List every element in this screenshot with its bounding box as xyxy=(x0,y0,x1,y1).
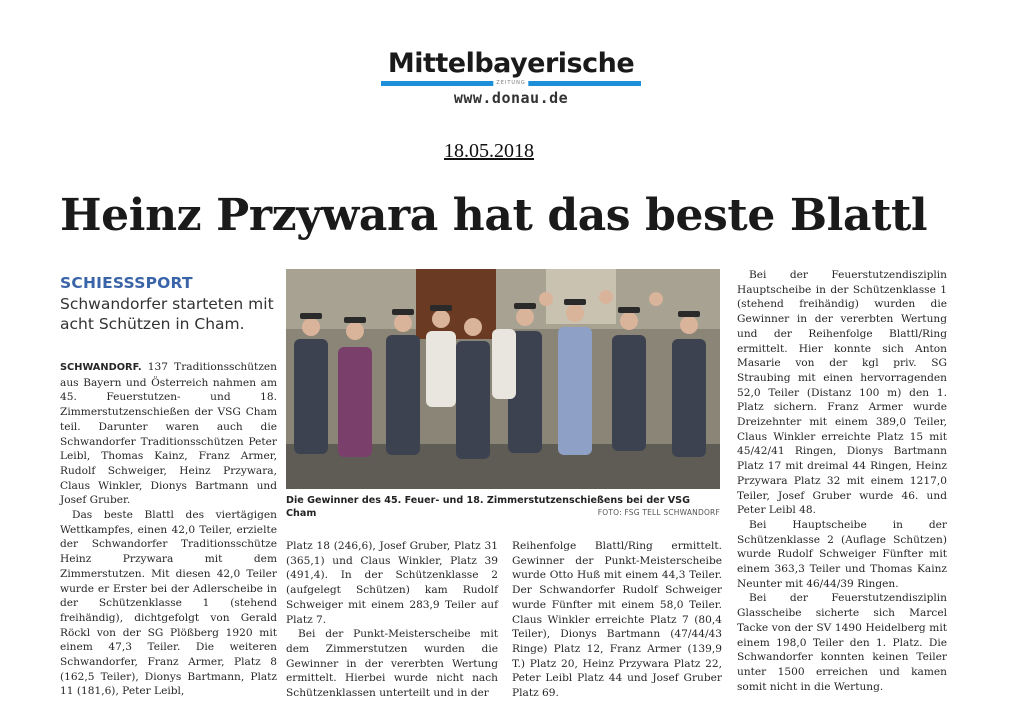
logo-bar xyxy=(381,81,641,86)
newspaper-logo: Mittelbayerische xyxy=(387,48,635,79)
masthead xyxy=(381,48,641,107)
article-headline: Heinz Przywara hat das beste Blattl xyxy=(60,190,928,241)
photo-caption: Die Gewinner des 45. Feuer- und 18. Zimmerstutzenschießens bei der VSG Cham xyxy=(286,495,690,519)
paragraph: Platz 18 (246,6), Josef Gruber, Platz 31 (365,1) und Claus Winkler, Platz 39 (491,4). In der Schützenklasse 2 (aufgelegt Schützen) kam Rudolf Schweiger mit einem 283,9 Teiler auf Platz 7. xyxy=(286,540,498,626)
paragraph: Das beste Blattl des viertägigen Wettkampfes, einen 42,0 Teiler, erzielte der Schwandorfer Traditionsschütze Heinz Przywara mit dem Zimmerstutzen. Mit diesen 42,0 Teiler wurde er Erster bei der Adlerscheibe in der Schützenklasse 1 (stehend freihändig), dichtgefolgt von Gerald Röckl von der SG Plößberg 1920 mit einem 47,3 Teiler. Die weiteren Schwandorfer, Franz Armer, Platz 8 (162,5 Teiler), Dionys Bartmann, Platz 11 (181,6), Peter Leibl, xyxy=(60,509,277,698)
article-column-3 xyxy=(512,539,722,701)
paragraph: Bei der Feuerstutzendisziplin Hauptscheibe in der Schützenklasse 1 (stehend freihändig) wurden die Gewinner in der vererbten Wertung und der Reihenfolge Blattl/Ring ermittelt. Hier konnte sich Anton Masarie von der kgl priv. SG Straubing mit einen hervorragenden 52,0 Teiler (Distanz 100 m) den 1. Platz sichern. Franz Armer wurde Dreizehnter mit einem 389,0 Teiler, Claus Winkler erreichte Platz 15 mit 45/42/41 Ringen, Dionys Bartmann Platz 17 mit dreimal 44 Ringen, Heinz Przywara Platz 32 mit einem 1217,0 Teiler, Josef Gruber wurde 46. und Peter Leibl 48. xyxy=(737,269,947,517)
article-column-2 xyxy=(286,539,498,701)
logo-subtitle: ZEITUNG xyxy=(493,80,528,87)
article-photo xyxy=(286,269,720,489)
paragraph: Bei der Feuerstutzendisziplin Glasscheibe sicherte sich Marcel Tacke von der SV 1490 Heidelberg mit einem 198,0 Teiler den 1. Platz. Die Schwandorfer konnten keinen Teiler unter 1500 erreichen und kamen somit nicht in die Wertung. xyxy=(737,592,947,693)
article-column-1 xyxy=(60,360,277,699)
photo-credit: FOTO: FSG TELL SCHWANDORF xyxy=(597,508,720,517)
paragraph xyxy=(60,360,277,508)
newspaper-url: www.donau.de xyxy=(453,89,569,107)
kicker-tag: SCHIESSSPORT xyxy=(60,274,193,292)
paragraph-text: 137 Traditionsschützen aus Bayern und Österreich nahmen am 45. Feuerstutzen- und 18. Zimmerstutzenschießen der VSG Cham teil. Darunter waren auch die Schwandorfer Traditionsschützen Peter Leibl, Thomas Kainz, Franz Armer, Rudolf Schweiger, Heinz Przywara, Claus Winkler, Dionys Bartmann und Josef Gruber. xyxy=(60,361,277,507)
article-column-4 xyxy=(737,268,947,694)
paragraph: Bei der Punkt-Meisterscheibe mit dem Zimmerstutzen wurden die Gewinner in der vererbten Wertung ermittelt. Hierbei wurde nicht nach Schützenklassen unterteilt und in der xyxy=(286,628,498,700)
group-photo-image xyxy=(286,269,720,489)
dateline: SCHWANDORF. xyxy=(60,362,142,373)
paragraph: Reihenfolge Blattl/Ring ermittelt. Gewinner der Punkt-Meisterscheibe wurde Otto Huß mit einem 44,3 Teiler. Der Schwandorfer Rudolf Schweiger wurde Fünfter mit einem 58,0 Teiler. Claus Winkler erreichte Platz 7 (80,4 Teiler), Dionys Bartmann (47/44/43 Ringe) Platz 12, Franz Armer (139,9 T.) Platz 20, Heinz Przywara Platz 22, Peter Leibl Platz 44 und Josef Gruber Platz 69. xyxy=(512,540,722,700)
publication-date: 18.05.2018 xyxy=(444,140,534,162)
paragraph: Bei Hauptscheibe in der Schützenklasse 2 (Auflage Schützen) wurde Rudolf Schweiger Fünfter mit einem 363,3 Teiler und Thomas Kainz Neunter mit 46/44/39 Ringen. xyxy=(737,518,947,590)
article-kicker xyxy=(60,273,280,335)
kicker-text: Schwandorfer starteten mit acht Schützen in Cham. xyxy=(60,294,274,333)
